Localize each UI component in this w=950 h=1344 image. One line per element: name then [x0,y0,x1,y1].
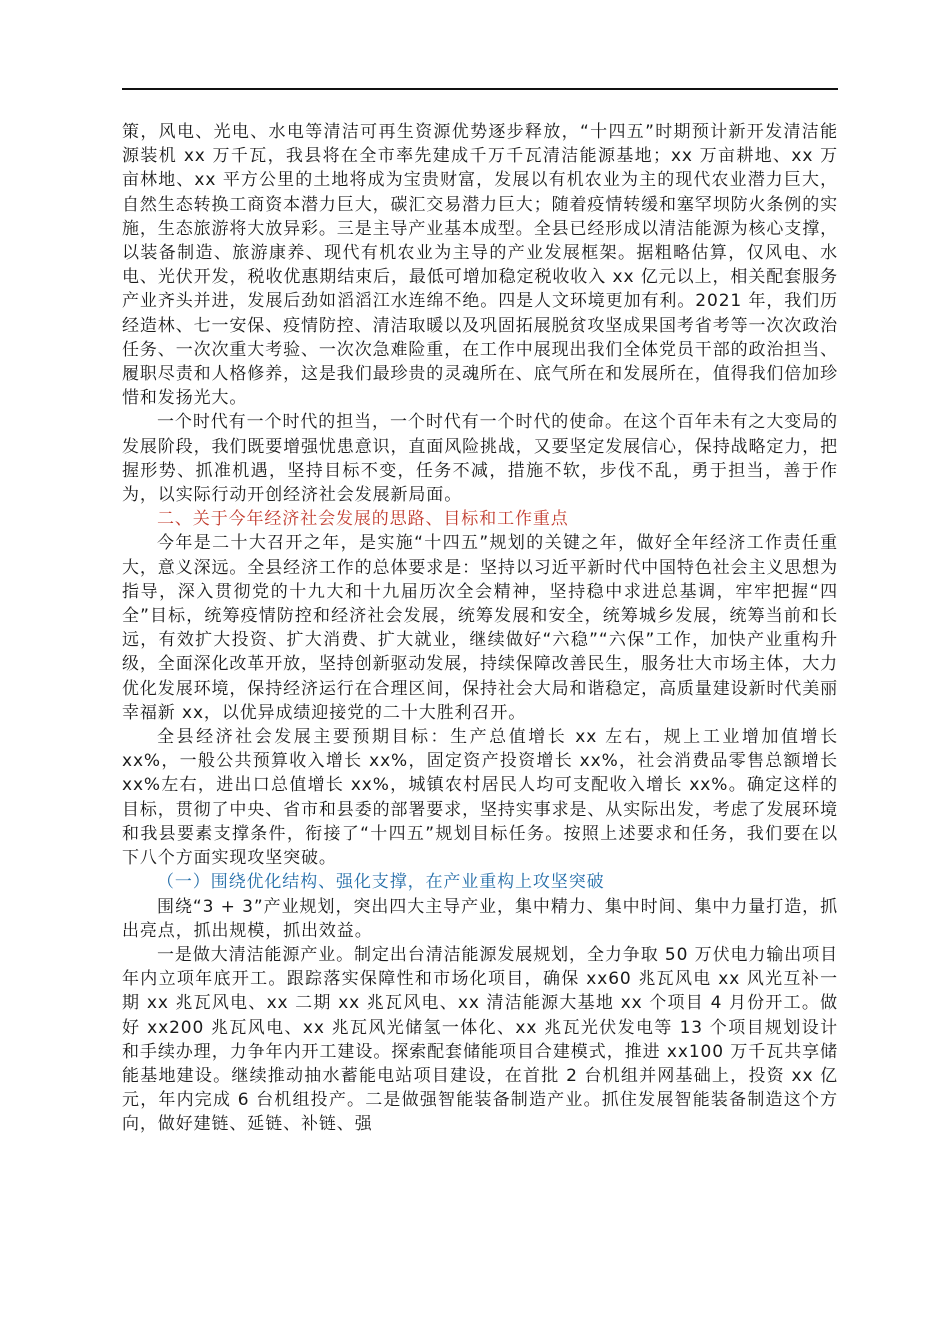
paragraph-general-requirements: 今年是二十大召开之年，是实施“十四五”规划的关键之年，做好全年经济工作责任重大，意义深远。全县经济工作的总体要求是：坚持以习近平新时代中国特色社会主义思想为指导，深入贯彻党的十九大和十九届历次全会精神，坚持稳中求进总基调，牢牢把握“四全”目标，统筹疫情防控和经济社会发展，统筹发展和安全，统筹城乡发展，统筹当前和长远，有效扩大投资、扩大消费、扩大就业，继续做好“六稳”“六保”工作，加快产业重构升级，全面深化改革开放，坚持创新驱动发展，持续保障改善民生，服务壮大市场主体，大力优化发展环境，保持经济运行在合理区间，保持社会大局和谐稳定，高质量建设新时代美丽幸福新 xx，以优异成绩迎接党的二十大胜利召开。 [122,533,838,723]
paragraph-continued: 策，风电、光电、水电等清洁可再生资源优势逐步释放，“十四五”时期预计新开发清洁能源装机 xx 万千瓦，我县将在全市率先建成千万千瓦清洁能源基地；xx 万亩耕地、xx 万亩林地、xx 平方公里的土地将成为宝贵财富，发展以有机农业为主的现代农业潜力巨大，自然生态转换工商资本潜力巨大，碳汇交易潜力巨大；随着疫情转缓和塞罕坝防火条例的实施，生态旅游将大放异彩。三是主导产业基本成型。全县已经形成以清洁能源为核心支撑，以装备制造、旅游康养、现代有机农业为主导的产业发展框架。据粗略估算，仅风电、水电、光伏开发，税收优惠期结束后，最低可增加稳定税收收入 xx 亿元以上，相关配套服务产业齐头并进，发展后劲如滔滔江水连绵不绝。四是人文环境更加有利。2021 年，我们历经造林、七一安保、疫情防控、清洁取暖以及巩固拓展脱贫攻坚成果国考省考等一次次政治任务、一次次重大考验、一次次急难险重，在工作中展现出我们全体党员干部的政治担当、履职尽责和人格修养，这是我们最珍贵的灵魂所在、底气所在和发展所在，值得我们倍加珍惜和发扬光大。 [122,122,838,409]
document-body [122,120,838,1137]
paragraph-industry-plan: 围绕“3 + 3”产业规划，突出四大主导产业，集中精力、集中时间、集中力量打造，抓出亮点，抓出规模，抓出效益。 [122,896,838,941]
header-rule [122,88,838,90]
section-heading-2: 二、关于今年经济社会发展的思路、目标和工作重点 [157,509,569,530]
paragraph-expected-targets: 全县经济社会发展主要预期目标：生产总值增长 xx 左右，规上工业增加值增长 xx%，一般公共预算收入增长 xx%，固定资产投资增长 xx%，社会消费品零售总额增长 xx%左右，进出口总值增长 xx%，城镇农村居民人均可支配收入增长 xx%。确定这样的目标，贯彻了中央、省市和县委的部署要求，坚持实事求是、从实际出发，考虑了发展环境和我县要素支撑条件，衔接了“十四五”规划目标任务。按照上述要求和任务，我们要在以下八个方面实现攻坚突破。 [122,727,838,869]
paragraph-clean-energy: 一是做大清洁能源产业。制定出台清洁能源发展规划，全力争取 50 万伏电力输出项目年内立项年底开工。跟踪落实保障性和市场化项目，确保 xx60 兆瓦风电 xx 风光互补一期 xx 兆瓦风电、xx 二期 xx 兆瓦风电、xx 清洁能源大基地 xx 个项目 4 月份开工。做好 xx200 兆瓦风电、xx 兆瓦风光储氢一体化、xx 兆瓦光伏发电等 13 个项目规划设计和手续办理，力争年内开工建设。探索配套储能项目合建模式，推进 xx100 万千瓦共享储能基地建设。继续推动抽水蓄能电站项目建设，在首批 2 台机组并网基础上，投资 xx 亿元，年内完成 6 台机组投产。二是做强智能装备制造产业。抓住发展智能装备制造这个方向，做好建链、延链、补链、强 [122,944,838,1135]
paragraph-era-mission: 一个时代有一个时代的担当，一个时代有一个时代的使命。在这个百年未有之大变局的发展阶段，我们既要增强忧患意识，直面风险挑战，又要坚定发展信心，保持战略定力，把握形势、抓准机遇，坚持目标不变，任务不减，措施不软，步伐不乱，勇于担当，善于作为，以实际行动开创经济社会发展新局面。 [122,412,838,506]
subsection-heading-1: （一）围绕优化结构、强化支撑，在产业重构上攻坚突破 [157,872,605,893]
